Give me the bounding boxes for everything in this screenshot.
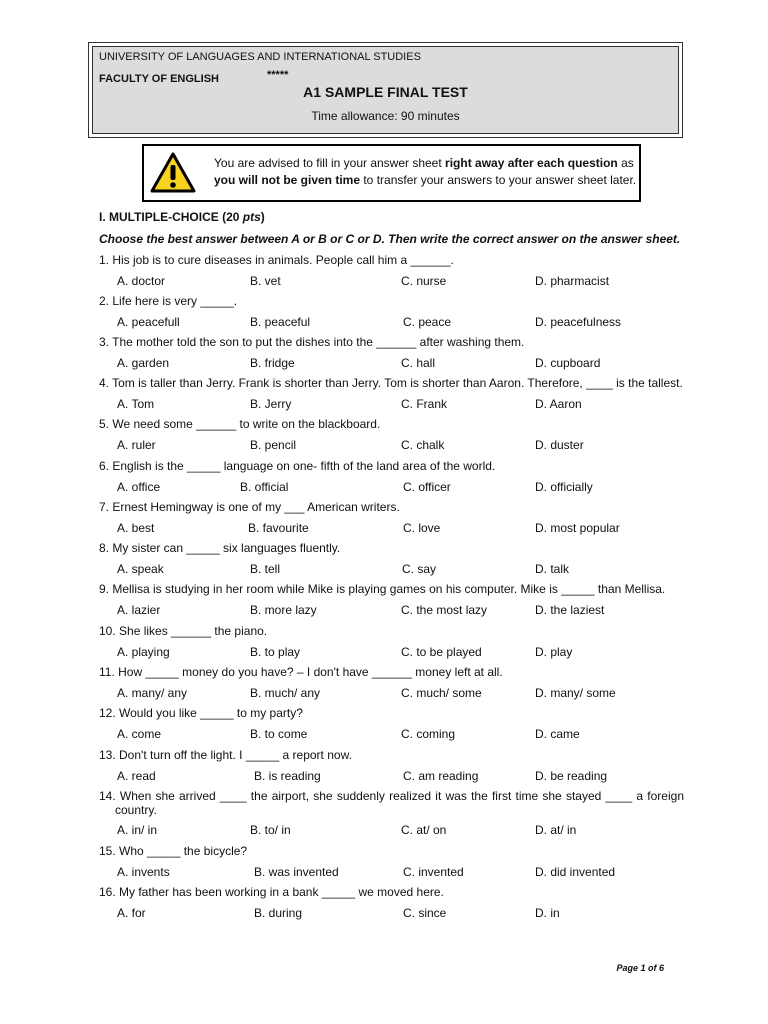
question-15-text: 15. Who _____ the bicycle? xyxy=(99,844,248,858)
question-1-option-a: A. doctor xyxy=(117,274,166,288)
question-9-option-c: C. the most lazy xyxy=(401,603,488,617)
question-6-option-a: A. office xyxy=(117,480,161,494)
question-13-option-b: B. is reading xyxy=(254,769,321,783)
question-6-option-b: B. official xyxy=(240,480,289,494)
question-3-option-d: D. cupboard xyxy=(535,356,601,370)
question-13-text: 13. Don't turn off the light. I _____ a report now. xyxy=(99,748,352,762)
section-title: I. MULTIPLE-CHOICE (20 pts) xyxy=(99,210,265,224)
notice-text: You are advised to fill in your answer sheet right away after each question as you will not be given time to transfer your answers to your answer sheet later. xyxy=(214,156,637,187)
question-16-option-b: B. during xyxy=(254,906,303,920)
question-5-text: 5. We need some ______ to write on the blackboard. xyxy=(99,417,381,431)
question-12-option-b: B. to come xyxy=(250,727,308,741)
question-14-option-a: A. in/ in xyxy=(117,823,158,837)
question-4-option-c: C. Frank xyxy=(401,397,448,411)
section-instruction: Choose the best answer between A or B or C or D. Then write the correct answer on the answer sheet. xyxy=(99,232,681,246)
question-11-option-d: D. many/ some xyxy=(535,686,616,700)
question-16-text: 16. My father has been working in a bank _____ we moved here. xyxy=(99,885,444,899)
question-1-text: 1. His job is to cure diseases in animals. People call him a ______. xyxy=(99,253,454,267)
question-6-option-c: C. officer xyxy=(403,480,451,494)
page-number: Page 1 of 6 xyxy=(616,963,664,973)
question-1-option-c: C. nurse xyxy=(401,274,447,288)
warning-icon xyxy=(150,152,196,194)
question-6-text: 6. English is the _____ language on one- fifth of the land area of the world. xyxy=(99,459,496,473)
question-13-option-d: D. be reading xyxy=(535,769,608,783)
question-15-option-c: C. invented xyxy=(403,865,464,879)
question-9-text: 9. Mellisa is studying in her room while Mike is playing games on his computer. Mike is _____ than Mellisa. xyxy=(99,582,666,596)
question-14-option-d: D. at/ in xyxy=(535,823,577,837)
question-7-option-d: D. most popular xyxy=(535,521,620,535)
question-11-option-c: C. much/ some xyxy=(401,686,482,700)
notice-box xyxy=(142,144,641,202)
question-14-text: 14. When she arrived ____ the airport, she suddenly realized it was the first time she stayed ____ a foreign country. xyxy=(99,789,684,817)
question-8-option-b: B. tell xyxy=(250,562,281,576)
question-14-option-c: C. at/ on xyxy=(401,823,447,837)
university-name: UNIVERSITY OF LANGUAGES AND INTERNATIONAL STUDIES xyxy=(99,51,421,63)
question-5-option-d: D. duster xyxy=(535,438,584,452)
question-8-option-a: A. speak xyxy=(117,562,164,576)
question-4-option-a: A. Tom xyxy=(117,397,155,411)
question-7-option-b: B. favourite xyxy=(248,521,309,535)
question-3-option-a: A. garden xyxy=(117,356,170,370)
question-16-option-d: D. in xyxy=(535,906,560,920)
header-inner xyxy=(92,46,679,134)
question-12-option-c: C. coming xyxy=(401,727,456,741)
test-title: A1 SAMPLE FINAL TEST xyxy=(303,84,468,100)
question-1-option-d: D. pharmacist xyxy=(535,274,610,288)
question-7-text: 7. Ernest Hemingway is one of my ___ American writers. xyxy=(99,500,400,514)
question-3-option-c: C. hall xyxy=(401,356,436,370)
question-9-option-b: B. more lazy xyxy=(250,603,317,617)
question-4-option-b: B. Jerry xyxy=(250,397,292,411)
time-allowance: Time allowance: 90 minutes xyxy=(311,109,460,123)
question-5-option-c: C. chalk xyxy=(401,438,445,452)
question-1-option-b: B. vet xyxy=(250,274,281,288)
question-2-option-b: B. peaceful xyxy=(250,315,311,329)
question-4-text: 4. Tom is taller than Jerry. Frank is shorter than Jerry. Tom is shorter than Aaron. Therefore, ____ is the tallest. xyxy=(99,376,683,390)
question-9-option-d: D. the laziest xyxy=(535,603,605,617)
question-10-option-b: B. to play xyxy=(250,645,301,659)
question-2-text: 2. Life here is very _____. xyxy=(99,294,238,308)
stars: ***** xyxy=(267,69,289,81)
question-8-option-c: C. say xyxy=(402,562,437,576)
question-12-option-a: A. come xyxy=(117,727,162,741)
question-12-text: 12. Would you like _____ to my party? xyxy=(99,706,303,720)
question-15-option-b: B. was invented xyxy=(254,865,339,879)
question-15-option-a: A. invents xyxy=(117,865,170,879)
question-14-option-b: B. to/ in xyxy=(250,823,291,837)
question-12-option-d: D. came xyxy=(535,727,580,741)
question-5-option-b: B. pencil xyxy=(250,438,297,452)
question-11-option-a: A. many/ any xyxy=(117,686,188,700)
question-15-option-d: D. did invented xyxy=(535,865,616,879)
question-9-option-a: A. lazier xyxy=(117,603,161,617)
question-7-option-a: A. best xyxy=(117,521,155,535)
question-10-option-d: D. play xyxy=(535,645,573,659)
question-4-option-d: D. Aaron xyxy=(535,397,582,411)
question-16-option-a: A. for xyxy=(117,906,146,920)
question-2-option-a: A. peacefull xyxy=(117,315,180,329)
question-3-text: 3. The mother told the son to put the dishes into the ______ after washing them. xyxy=(99,335,525,349)
question-2-option-c: C. peace xyxy=(403,315,452,329)
question-13-option-a: A. read xyxy=(117,769,156,783)
question-8-option-d: D. talk xyxy=(535,562,570,576)
question-6-option-d: D. officially xyxy=(535,480,593,494)
faculty-name: FACULTY OF ENGLISH xyxy=(99,73,219,85)
question-3-option-b: B. fridge xyxy=(250,356,295,370)
question-11-text: 11. How _____ money do you have? – I don't have ______ money left at all. xyxy=(99,665,503,679)
question-10-option-c: C. to be played xyxy=(401,645,482,659)
header-box xyxy=(88,42,683,138)
question-2-option-d: D. peacefulness xyxy=(535,315,622,329)
question-13-option-c: C. am reading xyxy=(403,769,479,783)
question-11-option-b: B. much/ any xyxy=(250,686,321,700)
question-5-option-a: A. ruler xyxy=(117,438,156,452)
question-10-text: 10. She likes ______ the piano. xyxy=(99,624,268,638)
question-16-option-c: C. since xyxy=(403,906,447,920)
question-10-option-a: A. playing xyxy=(117,645,170,659)
question-8-text: 8. My sister can _____ six languages fluently. xyxy=(99,541,341,555)
question-7-option-c: C. love xyxy=(403,521,441,535)
